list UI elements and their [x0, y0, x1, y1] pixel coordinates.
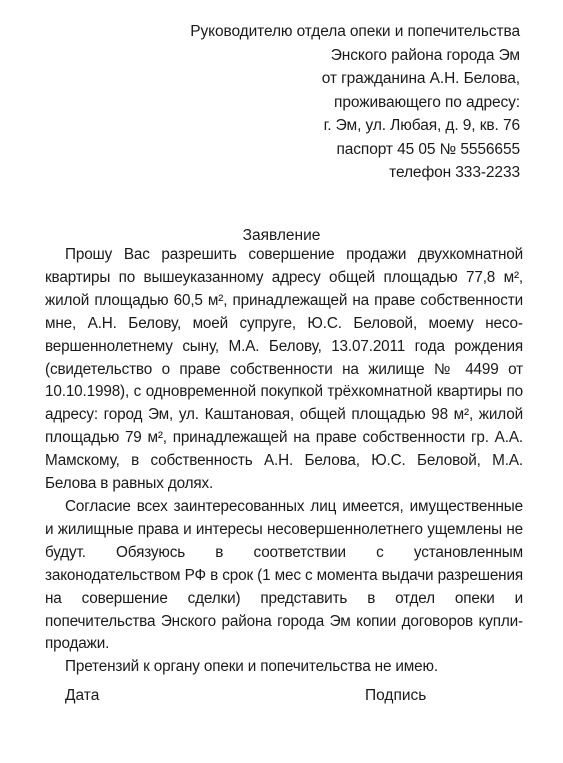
addressee-line: г. Эм, ул. Любая, д. 9, кв. 76 — [323, 117, 520, 134]
body-paragraph: Прошу Вас разрешить совершение продажи двухкомнатной квартиры по вышеуказанному адресу общей площадью 77,8 м², жилой площадью 60,5 м², принадлежащей на праве собственности мне, А.Н. Белову, моей супруге, Ю.С. Беловой, моему несовершеннолетнему сыну, М.А. Белову, 13.07.2011 года рождения (свидетельство о праве собственности на жилище № 4499 от 10.10.1998), с одновременной покупкой трёхкомнатной квартиры по адресу: город Эм, ул. Каштановая, общей площадью 98 м², жилой площадью 79 м², принадлежащей на праве собственности гр. А.А. Мамскому, в собственность А.Н. Белова, Ю.С. Беловой, М.А. Белова в равных долях. — [45, 246, 523, 493]
addressee-block — [190, 20, 520, 185]
addressee-line: Руководителю отдела опеки и попечительства — [190, 23, 520, 40]
addressee-line: проживающего по адресу: — [334, 93, 520, 111]
date-label: Дата — [65, 687, 100, 704]
body-paragraph: Претензий к органу опеки и попечительства не имею. — [65, 658, 438, 676]
addressee-line: паспорт 45 05 № 5556655 — [336, 140, 520, 158]
document-body — [45, 244, 523, 679]
addressee-line: Энского района города Эм — [330, 46, 520, 64]
addressee-line: телефон 333-2233 — [389, 164, 520, 181]
addressee-line: от гражданина А.Н. Белова, — [321, 70, 520, 87]
body-paragraph: Согласие всех заинтересованных лиц имеется, имущественные и жилищные права и интересы несовершеннолетнего ущемлены не будут. Обязуюсь в соответствии с установленным законодательством РФ в срок (1 мес с момента выдачи разрешения на совершение сделки) представить в отдел опеки и попечительства Энского района города Эм копии договоров купли-продажи. — [45, 497, 523, 653]
signature-label: Подпись — [365, 687, 427, 704]
document-title: Заявление — [242, 227, 321, 244]
